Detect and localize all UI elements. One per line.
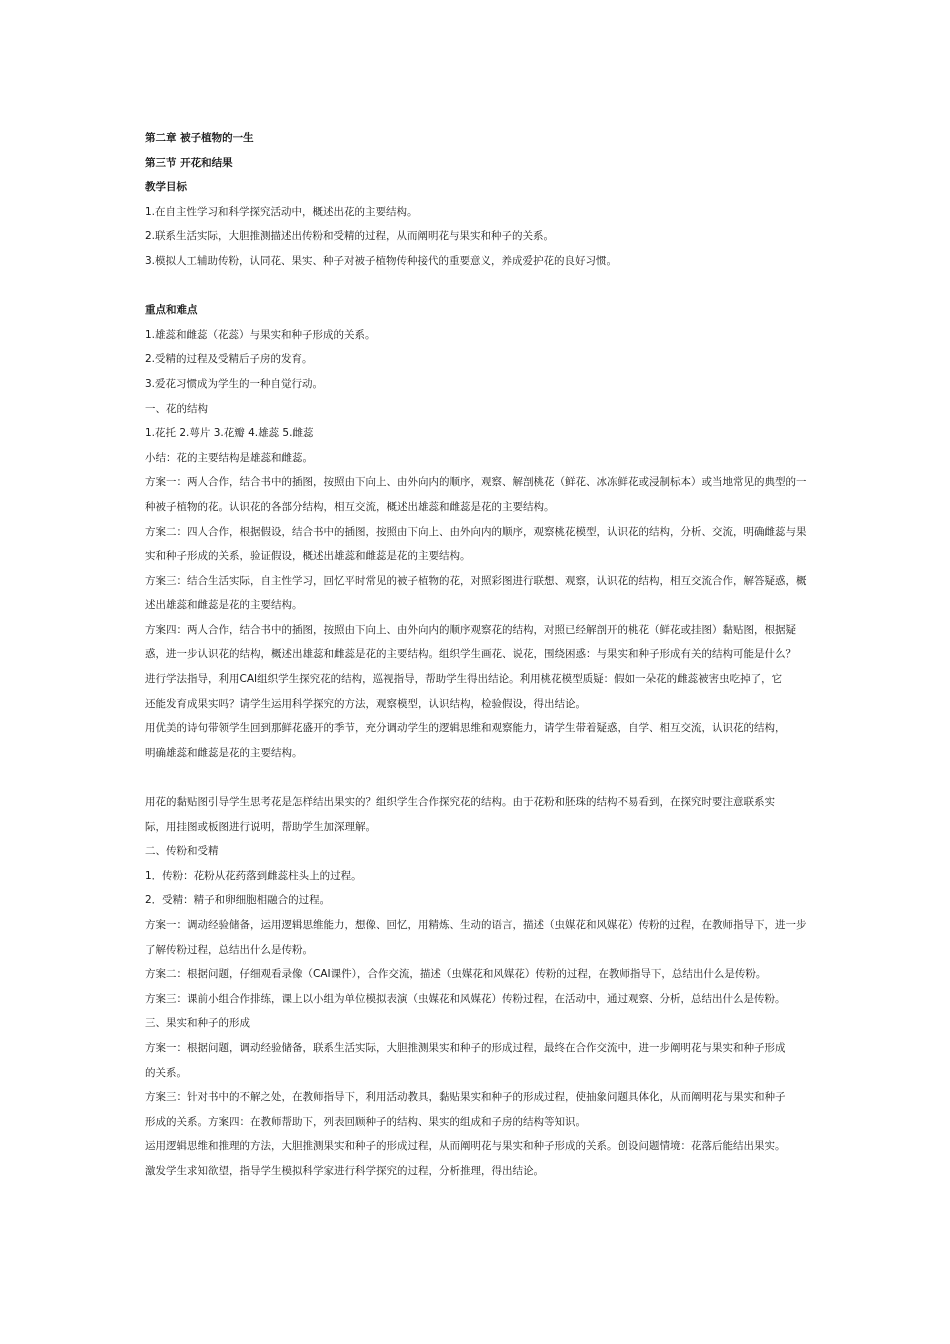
paragraph-line: 用优美的诗句带领学生回到那鲜花盛开的季节，充分调动学生的逻辑思维和观察能力，请学生带着疑惑，自学、相互交流，认识花的结构，	[145, 722, 786, 735]
blank-line	[145, 765, 815, 790]
paragraph-line: 方案一：调动经验储备，运用逻辑思维能力，想像、回忆，用精炼、生动的语言，描述（虫媒花和风媒花）传粉的过程，在教师指导下，进一步	[145, 919, 807, 931]
blank-line	[145, 274, 815, 299]
paragraph-line: 实和种子形成的关系，验证假设，概述出雄蕊和雌蕊是花的主要结构。	[145, 550, 471, 563]
part2-heading: 二、传粉和受精	[145, 845, 219, 858]
paragraph-line: 述出雄蕊和雌蕊是花的主要结构。	[145, 599, 303, 612]
definition-item: 1．传粉：花粉从花药落到雌蕊柱头上的过程。	[145, 869, 362, 882]
paragraph-line: 形成的关系。方案四：在教师帮助下，列表回顾种子的结构、果实的组成和子房的结构等知识。	[145, 1115, 586, 1128]
key-points-heading: 重点和难点	[145, 304, 198, 317]
paragraph-line: 方案三：针对书中的不解之处，在教师指导下，利用活动教具，黏贴果实和种子的形成过程，使抽象问题具体化，从而阐明花与果实和种子	[145, 1091, 786, 1104]
key-point-item: 2.受精的过程及受精后子房的发育。	[145, 353, 313, 366]
paragraph-line: 激发学生求知欲望，指导学生模拟科学家进行科学探究的过程，分析推理，得出结论。	[145, 1164, 544, 1177]
key-point-item: 1.雄蕊和雌蕊（花蕊）与果实和种子形成的关系。	[145, 328, 376, 341]
document-page	[145, 126, 815, 1184]
paragraph-line: 运用逻辑思维和推理的方法，大胆推测果实和种子的形成过程，从而阐明花与果实和种子形成的关系。创设问题情境：花落后能结出果实。	[145, 1140, 786, 1153]
paragraph-line: 还能发育成果实吗？请学生运用科学探究的方法，观察模型，认识结构，检验假设，得出结论。	[145, 697, 586, 710]
paragraph-line: 用花的黏贴图引导学生思考花是怎样结出果实的？组织学生合作探究花的结构。由于花粉和胚珠的结构不易看到，在探究时要注意联系实	[145, 796, 775, 809]
paragraph-line: 了解传粉过程，总结出什么是传粉。	[145, 943, 313, 956]
paragraph-line: 明确雄蕊和雌蕊是花的主要结构。	[145, 746, 303, 759]
part3-heading: 三、果实和种子的形成	[145, 1017, 250, 1030]
part1-summary: 小结：花的主要结构是雄蕊和雌蕊。	[145, 451, 313, 464]
definition-item: 2．受精：精子和卵细胞相融合的过程。	[145, 894, 331, 907]
paragraph-line: 种被子植物的花。认识花的各部分结构，相互交流，概述出雄蕊和雌蕊是花的主要结构。	[145, 500, 555, 513]
paragraph-line: 方案三：结合生活实际，自主性学习，回忆平时常见的被子植物的花，对照彩图进行联想、观察，认识花的结构，相互交流合作，解答疑惑，概	[145, 574, 807, 587]
paragraph-line: 方案四：两人合作，结合书中的插图，按照由下向上、由外向内的顺序观察花的结构，对照已经解剖开的桃花（鲜花或挂图）黏贴图，根据疑	[145, 623, 796, 636]
paragraph-line: 惑，进一步认识花的结构，概述出雄蕊和雌蕊是花的主要结构。组织学生画花、说花，围绕困惑：与果实和种子形成有关的结构可能是什么？	[145, 648, 796, 661]
paragraph-line: 方案二：四人合作，根据假设，结合书中的插图，按照由下向上、由外向内的顺序，观察桃花模型，认识花的结构，分析、交流，明确雌蕊与果	[145, 525, 807, 538]
part1-heading: 一、花的结构	[145, 402, 208, 415]
paragraph-line: 进行学法指导，利用CAI组织学生探究花的结构，巡视指导，帮助学生得出结论。利用桃花模型质疑：假如一朵花的雌蕊被害虫吃掉了，它	[145, 673, 783, 686]
goal-item: 3.模拟人工辅助传粉，认同花、果实、种子对被子植物传种接代的重要意义，养成爱护花的良好习惯。	[145, 254, 618, 267]
goal-item: 1.在自主性学习和科学探究活动中，概述出花的主要结构。	[145, 205, 418, 218]
goal-item: 2.联系生活实际，大胆推测描述出传粉和受精的过程，从而阐明花与果实和种子的关系。	[145, 230, 555, 243]
paragraph-line: 方案一：两人合作，结合书中的插图，按照由下向上、由外向内的顺序，观察、解剖桃花（鲜花、冰冻鲜花或浸制标本）或当地常见的典型的一	[145, 476, 807, 489]
paragraph-line: 方案三：课前小组合作排练，课上以小组为单位模拟表演（虫媒花和风媒花）传粉过程，在活动中，通过观察、分析，总结出什么是传粉。	[145, 992, 786, 1005]
paragraph-line: 的关系。	[145, 1066, 187, 1079]
paragraph-line: 际，用挂图或板图进行说明，帮助学生加深理解。	[145, 820, 376, 833]
paragraph-line: 方案一：根据问题，调动经验储备，联系生活实际，大胆推测果实和种子的形成过程，最终在合作交流中，进一步阐明花与果实和种子形成	[145, 1041, 786, 1054]
paragraph-line: 方案二：根据问题，仔细观看录像（CAI课件），合作交流，描述（虫媒花和风媒花）传粉的过程，在教师指导下，总结出什么是传粉。	[145, 968, 767, 981]
chapter-title: 第二章 被子植物的一生	[145, 132, 254, 144]
section-title: 第三节 开花和结果	[145, 156, 233, 169]
flower-parts-list: 1.花托 2.萼片 3.花瓣 4.雄蕊 5.雌蕊	[145, 427, 314, 440]
key-point-item: 3.爱花习惯成为学生的一种自觉行动。	[145, 377, 324, 390]
goals-heading: 教学目标	[145, 181, 187, 194]
